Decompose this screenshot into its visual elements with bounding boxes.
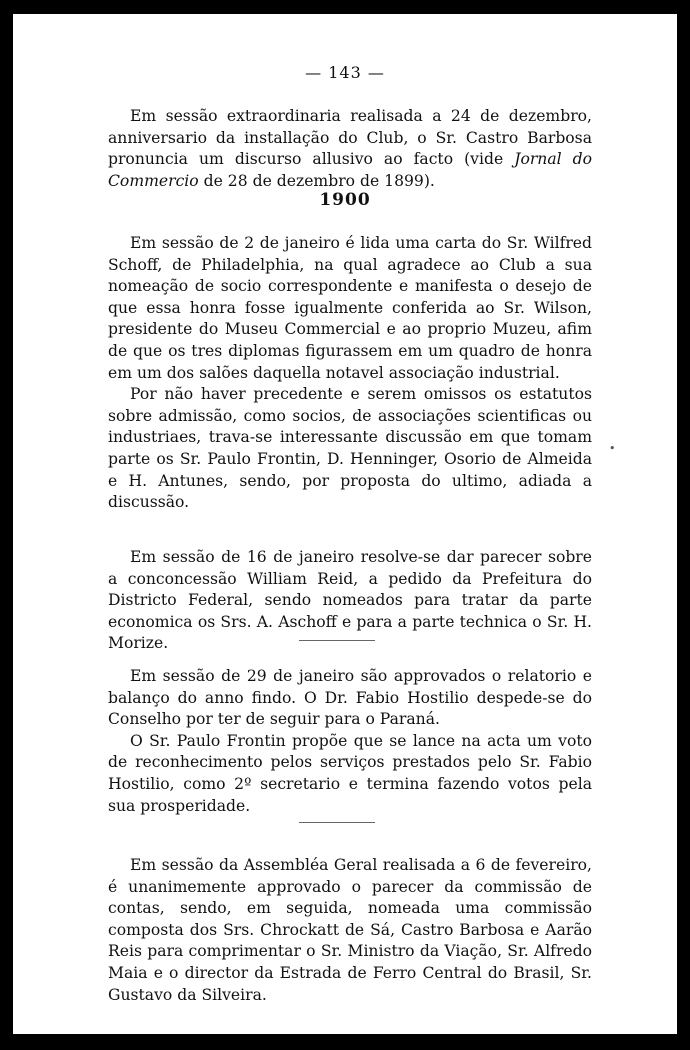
page-number: — 143 — [305,63,385,82]
document-page [13,14,677,1034]
paragraph-text-tail: de 28 de dezembro de 1899). [198,171,435,190]
newspaper-title: Jornal do Commercio [108,150,593,190]
paragraph-block-4 [108,666,592,817]
paragraph-block-3 [108,547,592,655]
paragraph-block-2 [108,233,592,514]
paragraph-block-1 [108,106,592,192]
paragraph-text: Em sessão extraordinaria realisada a 24 de dezembro, anniversario da installação do Club, o Sr. Castro Barbosa pronuncia um discurso allusivo ao facto (vide [108,107,592,169]
paragraph-vote-thanks: O Sr. Paulo Frontin propõe que se lance na acta um voto de reconhecimento pelos serviços prestados pelo Sr. Fabio Hostilio, como 2º secretario e termina fazendo votos pela sua prosperidade. [108,731,592,815]
paragraph-schoff-letter: Em sessão de 2 de janeiro é lida uma carta do Sr. Wilfred Schoff, de Philadelphia, na qual agradece ao Club a sua nomeação de socio correspondente e manifesta o desejo de que essa honra fosse igualmente conferida ao Sr. Wilson, presidente do Museu Commercial e ao proprio Muzeu, afim de que os tres diplomas figurassem em um quadro de honra em um dos salões daquella notavel associação industrial. [108,234,592,382]
paragraph-extraordinary-session [108,106,592,192]
paragraph-relatorio: Em sessão de 29 de janeiro são approvados o relatorio e balanço do anno findo. O Dr. Fabio Hostilio despede-se do Conselho por ter de seguir para o Paraná. [108,667,592,729]
section-divider [299,822,375,823]
paragraph-admission-discussion: Por não haver precedente e serem omissos os estatutos sobre admissão, como socios, de associações scientificas ou industriaes, trava-se interessante discussão em que tomam parte os Sr. Paulo Frontin, D. Henninger, Osorio de Almeida e H. Antunes, sendo, por proposta do ultimo, adiada a discussão. [108,385,592,512]
year-heading: 1900 [319,190,371,210]
paragraph-general-assembly: Em sessão da Assembléa Geral realisada a 6 de fevereiro, é unanimemente approvado o parecer da commissão de contas, sendo, em seguida, nomeada uma commissão composta dos Srs. Chrockatt de Sá, Castro Barbosa e Aarão Reis para comprimentar o Sr. Ministro da Viação, Sr. Alfredo Maia e o director da Estrada de Ferro Central do Brasil, Sr. Gustavo da Silveira. [108,856,592,1004]
paragraph-william-reid: Em sessão de 16 de janeiro resolve-se dar parecer sobre a conconcessão William Reid, a pedido da Prefeitura do Districto Federal, sendo nomeados para tratar da parte economica os Srs. A. Aschoff e para a parte technica o Sr. H. Morize. [108,548,592,653]
margin-mark: • [609,442,616,455]
paragraph-block-5 [108,855,592,1006]
section-divider [299,640,375,641]
